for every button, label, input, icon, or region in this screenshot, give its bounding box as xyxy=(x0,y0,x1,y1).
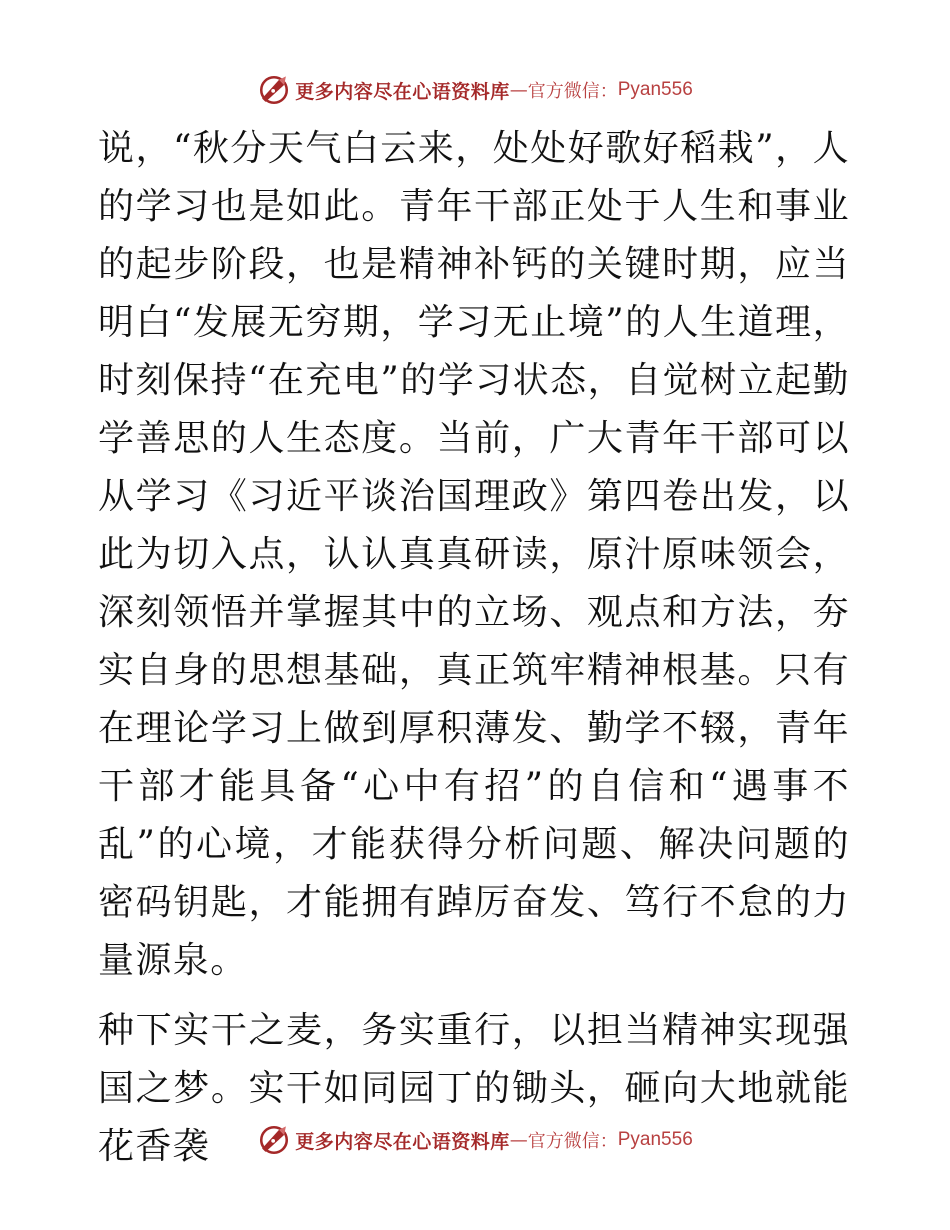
footer-banner-dash: — xyxy=(509,1129,528,1151)
paragraph-2: 种下实干之麦，务实重行，以担当精神实现强国之梦。实干如同园丁的锄头，砸向大地就能花香袭 xyxy=(98,1010,850,1167)
footer-banner-contact: 官方微信： xyxy=(527,1131,618,1152)
footer-banner-id: Pyan556 xyxy=(617,1129,693,1150)
footer-banner xyxy=(0,1120,950,1160)
pen-nib-logo-icon xyxy=(257,1123,291,1157)
header-banner-id: Pyan556 xyxy=(617,79,693,100)
pen-nib-logo-icon xyxy=(257,73,291,107)
document-body xyxy=(98,120,850,1176)
header-banner-text: 更多内容尽在心语资料库 xyxy=(295,80,510,103)
footer-banner-text: 更多内容尽在心语资料库 xyxy=(295,1130,510,1153)
header-banner xyxy=(0,70,950,110)
header-banner-contact: 官方微信： xyxy=(527,81,618,102)
header-banner-dash: — xyxy=(509,79,528,101)
paragraph-1: 说，“秋分天气白云来，处处好歌好稻栽”，人的学习也是如此。青年干部正处于人生和事业的起步阶段，也是精神补钙的关键时期，应当明白“发展无穷期，学习无止境”的人生道理，时刻保持“在充电”的学习状态，自觉树立起勤学善思的人生态度。当前，广大青年干部可以从学习《习近平谈治国理政》第四卷出发，以此为切入点，认认真真研读，原汁原味领会，深刻领悟并掌握其中的立场、观点和方法，夯实自身的思想基础，真正筑牢精神根基。只有在理论学习上做到厚积薄发、勤学不辍，青年干部才能具备“心中有招”的自信和“遇事不乱”的心境，才能获得分析问题、解决问题的密码钥匙，才能拥有踔厉奋发、笃行不怠的力量源泉。 xyxy=(98,128,850,981)
